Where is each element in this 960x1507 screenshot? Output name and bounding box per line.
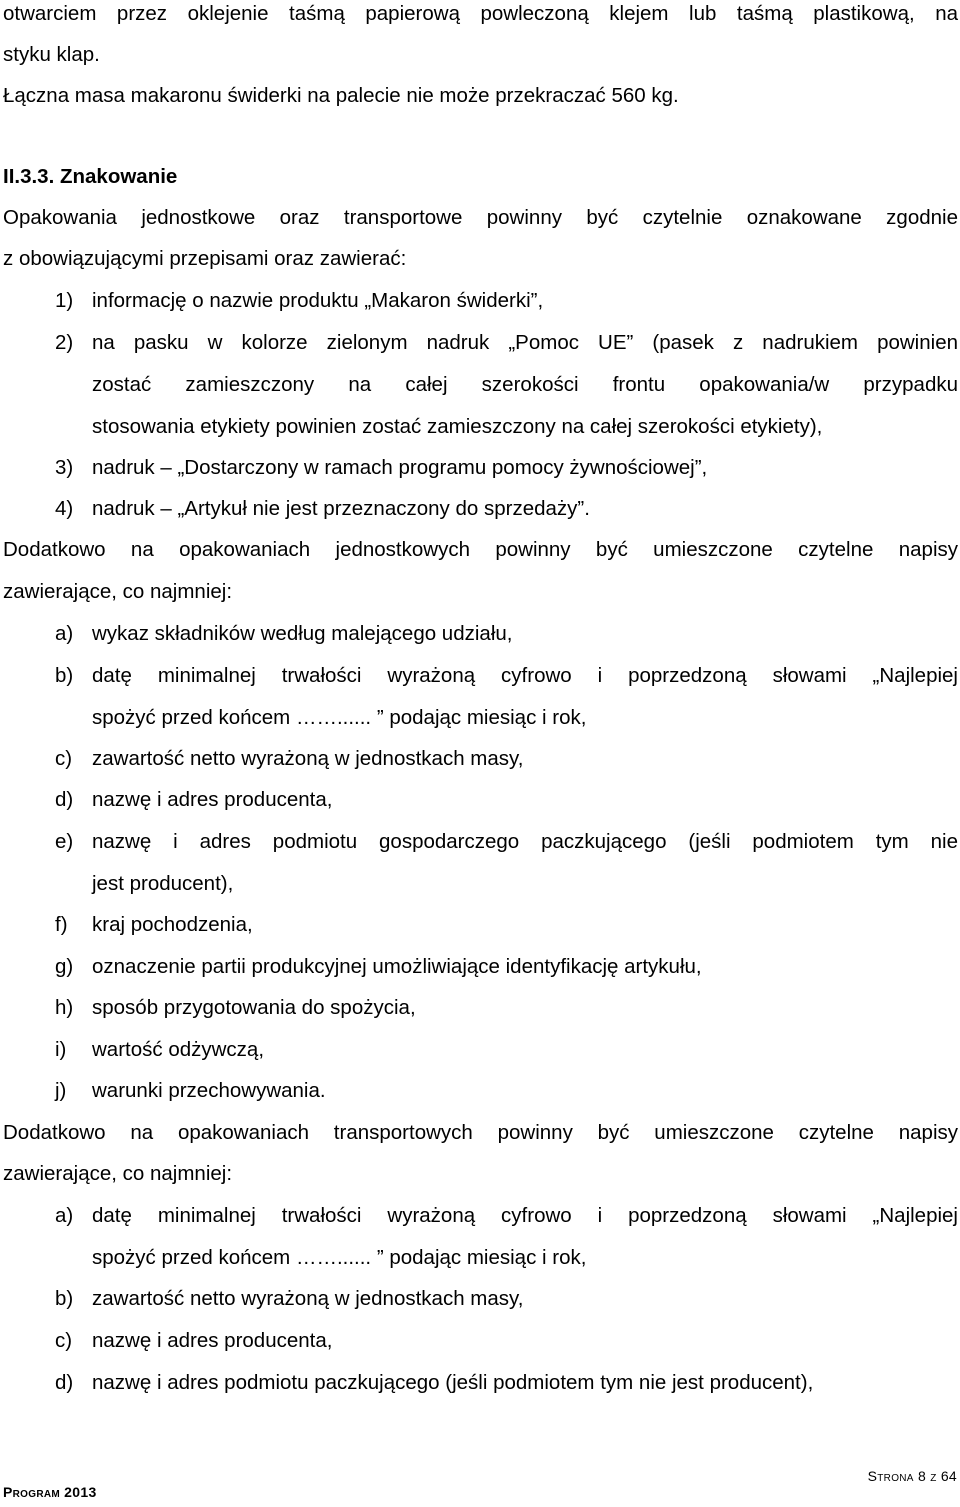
item-text: nazwę i adres producenta,	[92, 1329, 333, 1352]
unit-item-e-continuation: jest producent),	[92, 872, 234, 895]
numbered-item-4	[55, 496, 590, 522]
transport-intro-line-1: Dodatkowo na opakowaniach transportowych powinny być umieszczone czytelne napisy	[3, 1121, 958, 1144]
unit-intro-line-1: Dodatkowo na opakowaniach jednostkowych powinny być umieszczone czytelne napisy	[3, 538, 958, 561]
unit-intro-line-2: zawierające, co najmniej:	[3, 580, 233, 603]
section-intro-line-1: Opakowania jednostkowe oraz transportowe powinny być czytelnie oznakowane zgodnie	[3, 206, 958, 229]
section-heading: II.3.3. Znakowanie	[3, 165, 178, 188]
intro-line-1: otwarciem przez oklejenie taśmą papierową powleczoną klejem lub taśmą plastikową, na	[3, 2, 958, 25]
item-marker: c)	[55, 747, 73, 770]
numbered-item-3	[55, 455, 707, 481]
item-text: datę minimalnej trwałości wyrażoną cyfrowo i poprzedzoną słowami „Najlepiej	[92, 664, 958, 687]
transport-item-c	[55, 1328, 332, 1354]
item-text: wartość odżywczą,	[92, 1038, 265, 1061]
intro-line-2: styku klap.	[3, 43, 100, 66]
item-text: nazwę i adres producenta,	[92, 788, 333, 811]
item-marker: d)	[55, 1371, 74, 1394]
unit-item-b	[55, 663, 958, 689]
transport-item-a	[55, 1203, 958, 1229]
item-text: nazwę i adres podmiotu paczkującego (jeśli podmiotem tym nie jest producent),	[92, 1371, 814, 1394]
item-marker: 1)	[55, 289, 74, 312]
item-marker: 2)	[55, 331, 74, 354]
unit-item-g	[55, 954, 702, 980]
transport-intro-line-2: zawierające, co najmniej:	[3, 1162, 233, 1185]
transport-item-a-continuation: spożyć przed końcem ……...... ” podając miesiąc i rok,	[92, 1246, 587, 1269]
item-marker: b)	[55, 1287, 74, 1310]
item-text: zawartość netto wyrażoną w jednostkach masy,	[92, 747, 524, 770]
item-text: sposób przygotowania do spożycia,	[92, 996, 416, 1019]
item-marker: d)	[55, 788, 74, 811]
page-number: Strona 8 z 64	[867, 1468, 957, 1484]
item-marker: 4)	[55, 497, 74, 520]
item-marker: b)	[55, 664, 74, 687]
item-text: nadruk – „Artykuł nie jest przeznaczony do sprzedaży”.	[92, 497, 590, 520]
item-marker: a)	[55, 622, 74, 645]
item-text: kraj pochodzenia,	[92, 913, 253, 936]
unit-item-f	[55, 912, 253, 938]
unit-item-c	[55, 746, 523, 772]
unit-item-b-continuation: spożyć przed końcem ……...... ” podając miesiąc i rok,	[92, 706, 587, 729]
numbered-item-2-continuation-2: stosowania etykiety powinien zostać zamieszczony na całej szerokości etykiety),	[92, 415, 823, 438]
unit-item-d	[55, 787, 332, 813]
item-marker: h)	[55, 996, 74, 1019]
transport-item-d	[55, 1370, 813, 1396]
unit-item-h	[55, 995, 416, 1021]
unit-item-e	[55, 829, 958, 855]
transport-item-b	[55, 1286, 523, 1312]
item-marker: a)	[55, 1204, 74, 1227]
numbered-item-2-continuation-1: zostać zamieszczony na całej szerokości frontu opakowania/w przypadku	[92, 373, 958, 396]
unit-item-a	[55, 621, 512, 647]
item-marker: 3)	[55, 456, 74, 479]
item-text: nadruk – „Dostarczony w ramach programu pomocy żywnościowej”,	[92, 456, 708, 479]
item-text: zawartość netto wyrażoną w jednostkach masy,	[92, 1287, 524, 1310]
item-marker: g)	[55, 955, 74, 978]
unit-item-i	[55, 1037, 264, 1063]
unit-item-j	[55, 1078, 326, 1104]
item-marker: i)	[55, 1038, 67, 1061]
item-marker: e)	[55, 830, 74, 853]
item-text: warunki przechowywania.	[92, 1079, 326, 1102]
item-text: wykaz składników według malejącego udziału,	[92, 622, 513, 645]
item-text: informację o nazwie produktu „Makaron świderki”,	[92, 289, 544, 312]
numbered-item-1	[55, 288, 543, 314]
item-text: oznaczenie partii produkcyjnej umożliwiające identyfikację artykułu,	[92, 955, 702, 978]
item-text: nazwę i adres podmiotu gospodarczego paczkującego (jeśli podmiotem tym nie	[92, 830, 958, 853]
item-marker: c)	[55, 1329, 73, 1352]
numbered-item-2	[55, 330, 958, 356]
item-text: na pasku w kolorze zielonym nadruk „Pomoc UE” (pasek z nadrukiem powinien	[92, 331, 958, 354]
item-marker: f)	[55, 913, 68, 936]
intro-line-3: Łączna masa makaronu świderki na palecie nie może przekraczać 560 kg.	[3, 84, 679, 107]
footer-program: Program 2013	[3, 1484, 97, 1500]
item-text: datę minimalnej trwałości wyrażoną cyfrowo i poprzedzoną słowami „Najlepiej	[92, 1204, 958, 1227]
item-marker: j)	[55, 1079, 67, 1102]
section-intro-line-2: z obowiązującymi przepisami oraz zawierać:	[3, 247, 407, 270]
